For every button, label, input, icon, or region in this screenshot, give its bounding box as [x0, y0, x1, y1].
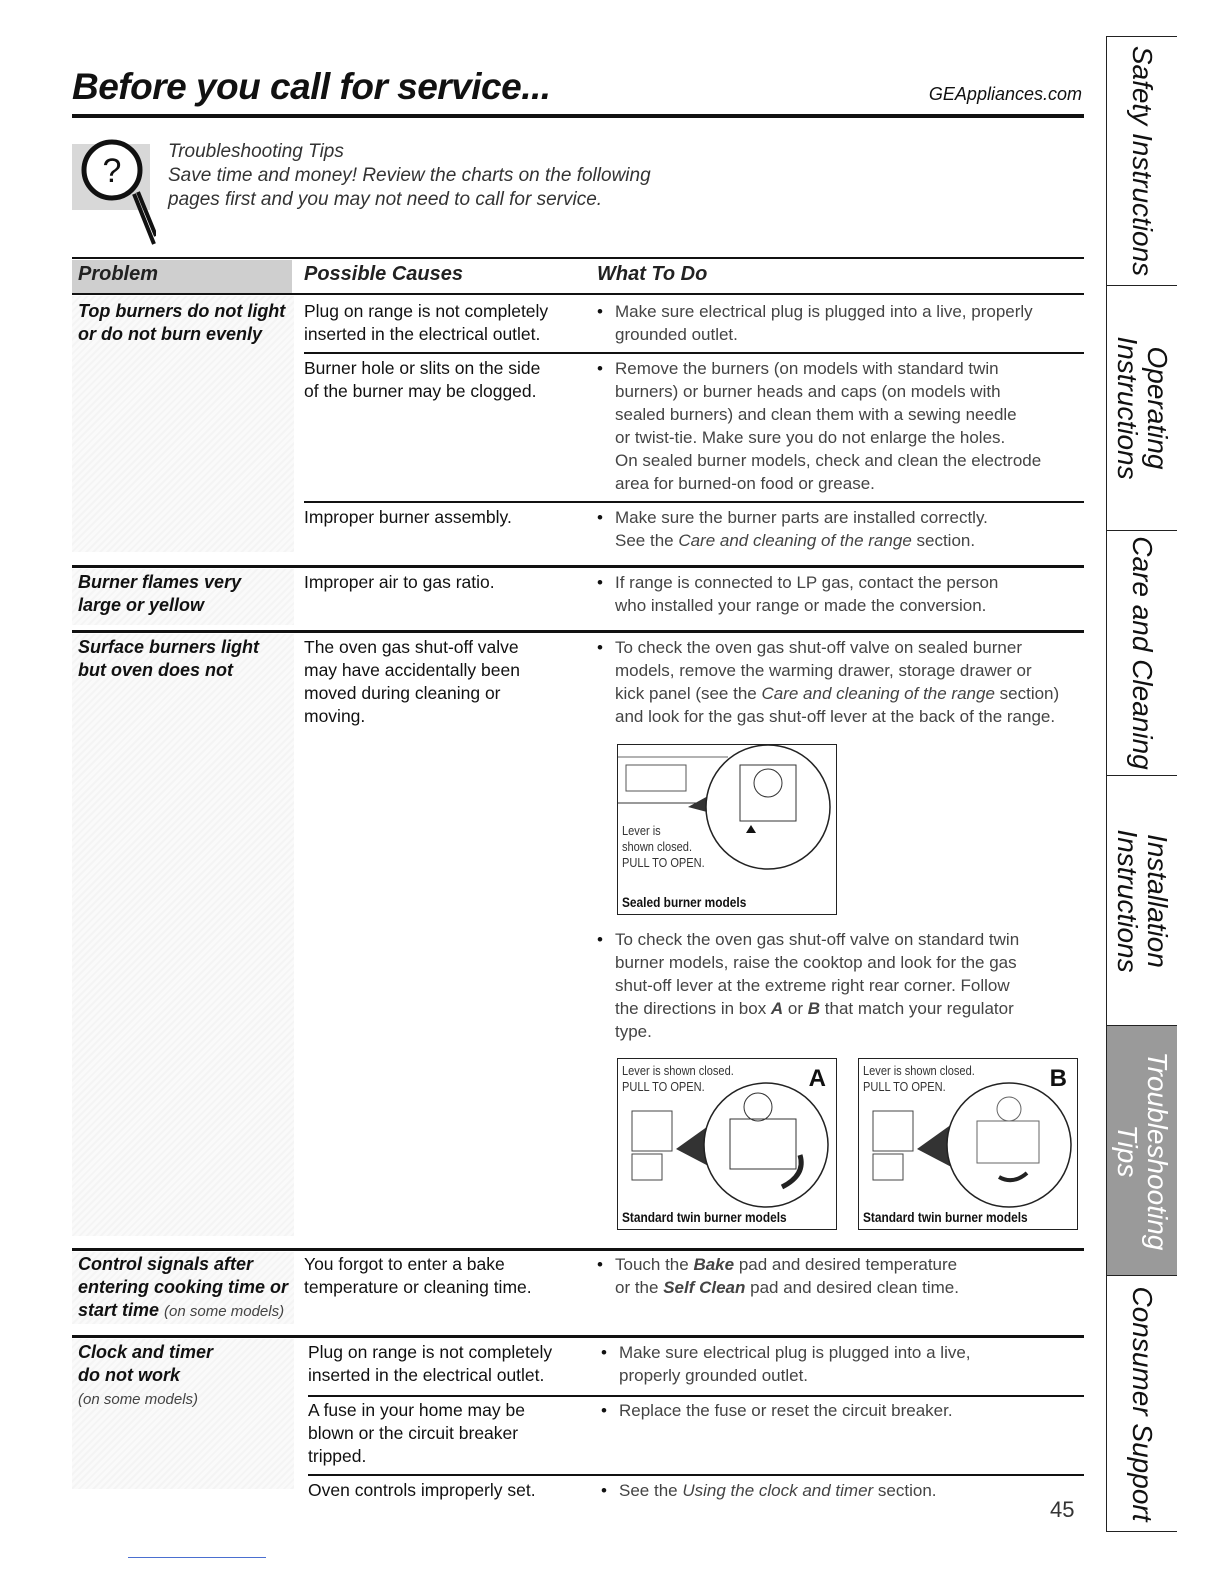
what-to-do: • To check the oven gas shut-off valve on standard twin burner models, raise the cooktop and look for the gas shut-off lever at the extreme right rear corner. Follow the directions in box A or B that match your regulator type. — [597, 928, 1019, 1043]
tab-consumer-support[interactable]: Consumer Support — [1127, 1285, 1158, 1522]
tab-care-and-cleaning[interactable]: Care and Cleaning — [1107, 531, 1177, 776]
cause: Burner hole or slits on the side of the burner may be clogged. — [304, 358, 541, 401]
underline-artifact — [128, 1557, 266, 1558]
cause: You forgot to enter a bake temperature or cleaning time. — [304, 1254, 532, 1297]
cause: Improper air to gas ratio. — [304, 572, 495, 592]
table-top-rule — [72, 257, 1084, 259]
figure-box-b: Lever is shown closed. PULL TO OPEN. B Standard twin burner models — [858, 1058, 1078, 1230]
problem-burner-flames: Burner flames very large or yellow — [78, 572, 242, 615]
cause: The oven gas shut-off valve may have accidentally been moved during cleaning or moving. — [304, 637, 520, 726]
tab-installation-instructions[interactable]: Installation Instructions — [1107, 776, 1177, 1026]
tab-operating-instructions[interactable]: Operating Instructions — [1107, 286, 1177, 531]
what-to-do: • To check the oven gas shut-off valve on sealed burner models, remove the warming drawer, storage drawer or kick panel (see the Care and cleaning of the range section) and look for the gas shut-off lever at the back of the range. — [597, 636, 1059, 728]
figure-box-a: Lever is shown closed. PULL TO OPEN. A Standard twin burner models — [617, 1058, 837, 1230]
what-to-do: • Make sure electrical plug is plugged into a live, properly grounded outlet. — [601, 1341, 971, 1387]
header-causes: Possible Causes — [304, 263, 463, 285]
what-to-do: • Replace the fuse or reset the circuit breaker. — [601, 1399, 953, 1422]
cause: Plug on range is not completely inserted in the electrical outlet. — [308, 1342, 553, 1385]
question-magnifier-icon — [72, 136, 156, 252]
header-what-to-do: What To Do — [597, 263, 708, 285]
cause: A fuse in your home may be blown or the circuit breaker tripped. — [308, 1400, 525, 1466]
problem-top-burners: Top burners do not light or do not burn evenly — [78, 301, 286, 344]
problem-control-signals: Control signals after entering cooking time or start time (on some models) — [78, 1254, 289, 1320]
cause: Plug on range is not completely inserted in the electrical outlet. — [304, 301, 549, 344]
header-rule — [72, 293, 1084, 295]
website-label: GEAppliances.com — [928, 84, 1082, 104]
cause: Improper burner assembly. — [304, 507, 512, 527]
problem-clock-timer: Clock and timer do not work (on some models) — [78, 1342, 214, 1408]
cause: Oven controls improperly set. — [308, 1480, 536, 1500]
page-number: 45 — [1050, 1497, 1075, 1522]
tips-text: Save time and money! Review the charts on the following pages first and you may not need to call for service. — [168, 165, 651, 210]
section-tabs — [1106, 36, 1177, 1532]
what-to-do: • Touch the Bake pad and desired temperature or the Self Clean pad and desired clean time. — [597, 1253, 959, 1299]
what-to-do: • If range is connected to LP gas, contact the person who installed your range or made the conversion. — [597, 571, 998, 617]
tab-safety-instructions[interactable]: Safety Instructions — [1107, 37, 1177, 286]
page-title: Before you call for service... — [72, 66, 551, 107]
figure-sealed-burner: Lever is shown closed. PULL TO OPEN. Sealed burner models — [617, 744, 837, 915]
title-rule — [72, 114, 1084, 118]
what-to-do: • Remove the burners (on models with standard twin burners) or burner heads and caps (on models with sealed burners) and clean them with a sewing needle or twist-tie. Make sure you do not enlarge the holes. On sealed burner models, check and clean the electrode area for burned-on food or grease. — [597, 357, 1041, 495]
tab-troubleshooting-tips[interactable]: Troubleshooting Tips — [1107, 1026, 1177, 1276]
problem-oven-not-light: Surface burners light but oven does not — [78, 637, 260, 680]
what-to-do: • Make sure the burner parts are installed correctly. See the Care and cleaning of the range section. — [597, 506, 988, 552]
what-to-do: • See the Using the clock and timer section. — [601, 1479, 937, 1502]
svg-text:?: ? — [102, 152, 122, 190]
header-problem: Problem — [78, 263, 159, 285]
tips-heading: Troubleshooting Tips — [168, 141, 344, 162]
what-to-do: • Make sure electrical plug is plugged into a live, properly grounded outlet. — [597, 300, 1033, 346]
